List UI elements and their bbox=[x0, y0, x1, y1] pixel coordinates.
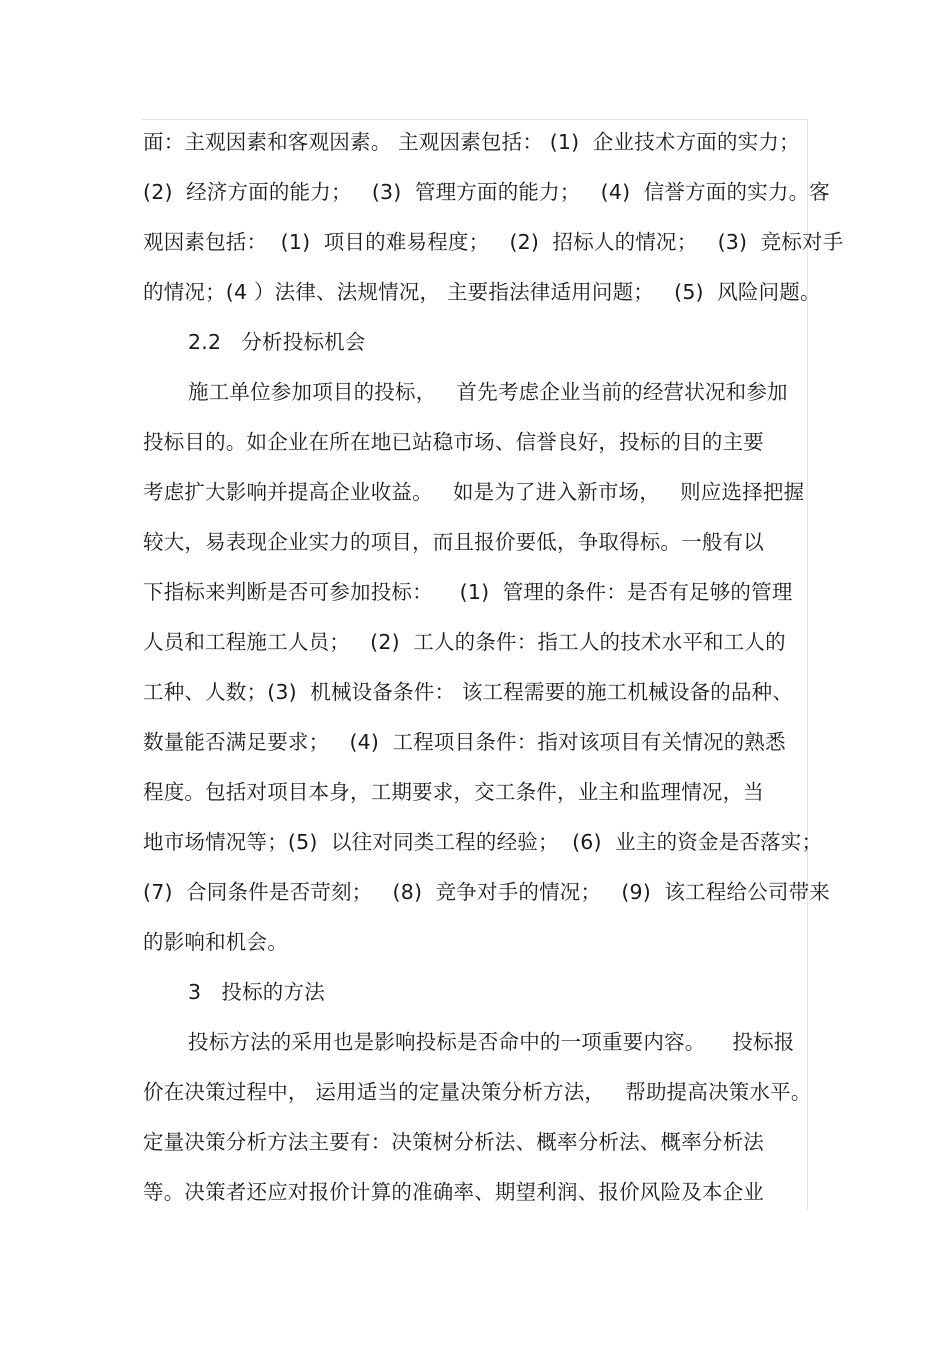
text-line: 数量能否满足要求； (4) 工程项目条件：指对该项目有关情况的熟悉 bbox=[143, 730, 786, 754]
text-line: 观因素包括： (1) 项目的难易程度； (2) 招标人的情况； (3) 竞标对手 bbox=[143, 230, 844, 254]
text-line: 的情况；(4 ）法律、法规情况， 主要指法律适用问题； (5) 风险问题。 bbox=[143, 280, 821, 304]
text-line: (2) 经济方面的能力； (3) 管理方面的能力； (4) 信誉方面的实力。客 bbox=[143, 180, 831, 204]
text-line: 下指标来判断是否可参加投标： (1) 管理的条件：是否有足够的管理 bbox=[143, 580, 793, 604]
text-line: 价在决策过程中， 运用适当的定量决策分析方法， 帮助提高决策水平。 bbox=[143, 1080, 812, 1104]
text-line: 地市场情况等；(5) 以往对同类工程的经验； (6) 业主的资金是否落实； bbox=[143, 830, 823, 854]
text-line: 定量决策分析方法主要有：决策树分析法、概率分析法、概率分析法 bbox=[143, 1130, 764, 1154]
paragraph-first-line: 施工单位参加项目的投标， 首先考虑企业当前的经营状况和参加 bbox=[188, 380, 788, 404]
text-line: 等。决策者还应对报价计算的准确率、期望利润、报价风险及本企业 bbox=[143, 1180, 764, 1204]
text-line: 工种、人数；(3) 机械设备条件： 该工程需要的施工机械设备的品种、 bbox=[143, 680, 794, 704]
section-heading-3: 3 投标的方法 bbox=[188, 980, 325, 1004]
text-line: 的影响和机会。 bbox=[143, 930, 288, 954]
text-line: 面：主观因素和客观因素。 主观因素包括： (1) 企业技术方面的实力； bbox=[143, 130, 800, 154]
text-line: 考虑扩大影响并提高企业收益。 如是为了进入新市场， 则应选择把握 bbox=[143, 480, 805, 504]
document-body bbox=[143, 117, 844, 1217]
text-line: 投标目的。如企业在所在地已站稳市场、信誉良好，投标的目的主要 bbox=[143, 430, 764, 454]
text-line: 较大，易表现企业实力的项目，而且报价要低，争取得标。一般有以 bbox=[143, 530, 764, 554]
paragraph-first-line: 投标方法的采用也是影响投标是否命中的一项重要内容。 投标报 bbox=[188, 1030, 795, 1054]
text-line: (7) 合同条件是否苛刻； (8) 竞争对手的情况； (9) 该工程给公司带来 bbox=[143, 880, 831, 904]
section-heading-2-2: 2.2 分析投标机会 bbox=[188, 330, 366, 354]
text-line: 程度。包括对项目本身，工期要求，交工条件，业主和监理情况，当 bbox=[143, 780, 764, 804]
text-line: 人员和工程施工人员； (2) 工人的条件：指工人的技术水平和工人的 bbox=[143, 630, 786, 654]
